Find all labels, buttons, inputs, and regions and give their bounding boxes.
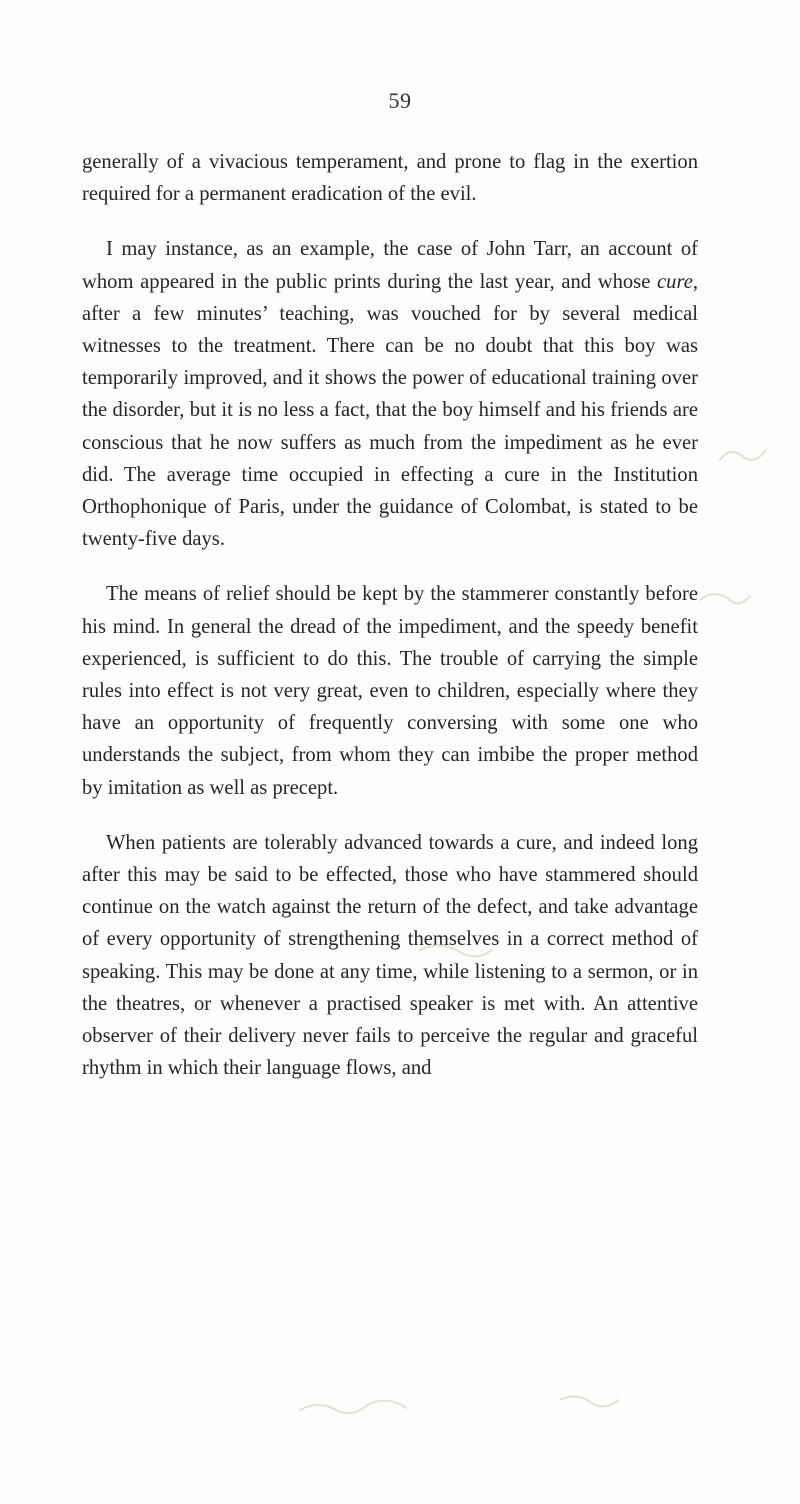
body-text xyxy=(82,146,698,1107)
page-number: 59 xyxy=(388,88,412,113)
paragraph-2-text-after: , after a few minutes’ teaching, was vouched for by several medical witnesses to the treatment. There can be no doubt that this boy was temporarily improved, and it shows the power of educational training over the disorder, but it is no less a fact, that the boy himself and his friends are conscious that he now suffers as much from the impediment as he ever did. The average time occupied in effecting a cure in the Institution Orthophonique of Paris, under the guidance of Colombat, is stated to be twenty-five days. xyxy=(82,270,698,551)
paragraph-2 xyxy=(82,233,698,555)
paragraph-4: When patients are tolerably advanced towards a cure, and indeed long after this may be said to be effected, those who have stammered should continue on the watch against the return of the defect, and take advantage of every opportunity of strengthening themselves in a correct method of speaking. This may be done at any time, while listening to a sermon, or in the theatres, or whenever a practised speaker is met with. An attentive observer of their delivery never fails to perceive the regular and graceful rhythm in which their language flows, and xyxy=(82,831,698,1080)
paragraph-2-text-before: I may instance, as an example, the case of John Tarr, an account of whom appeared in the public prints during the last year, and whose xyxy=(82,238,698,293)
bleed-mark-2 xyxy=(700,594,750,603)
paragraph-2-italic-word: cure xyxy=(657,270,693,293)
bleed-mark-1 xyxy=(720,450,766,460)
paragraph-1: generally of a vivacious temperament, and prone to flag in the exertion required for a permanent eradication of the evil. xyxy=(82,151,698,206)
paragraph-3: The means of relief should be kept by the stammerer constantly before his mind. In general the dread of the impediment, and the speedy benefit experienced, is sufficient to do this. The trouble of carrying the simple rules into effect is not very great, even to children, especially where they have an opportunity of frequently conversing with some one who understands the subject, from whom they can imbibe the proper method by imitation as well as precept. xyxy=(82,583,698,799)
bleed-mark-4 xyxy=(300,1400,406,1413)
bleed-mark-5 xyxy=(560,1396,618,1406)
